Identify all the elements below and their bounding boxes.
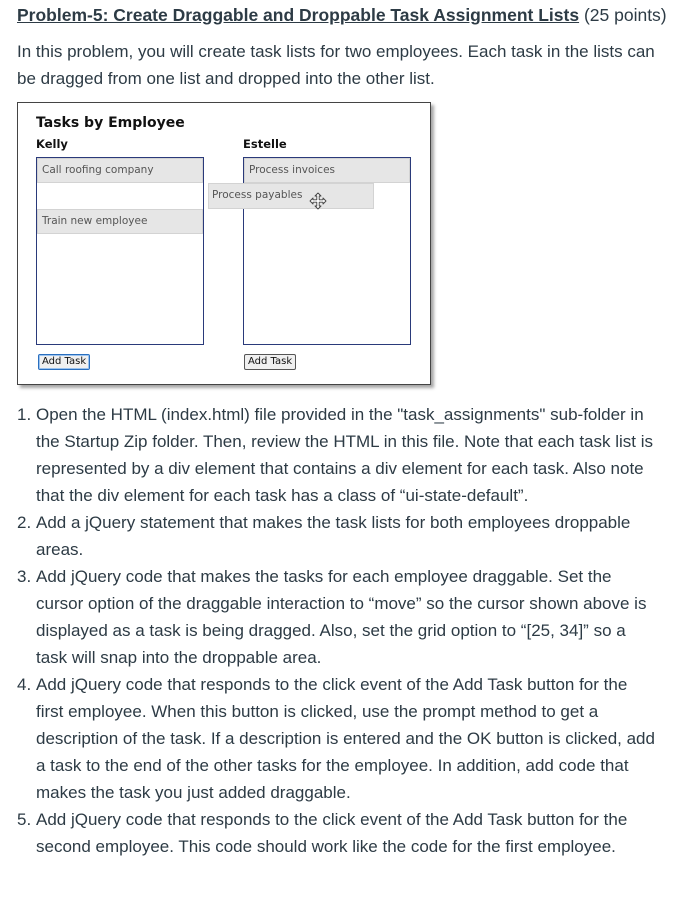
step-item	[17, 509, 657, 563]
step-text: Add jQuery code that makes the tasks for each employee draggable. Set the cursor option of the draggable interaction to “move” so the cursor shown above is displayed as a task is being dragged. Also, set the grid option to “[25, 34]” so a task will snap into the droppable area.	[36, 567, 647, 667]
step-number: 4.	[17, 675, 32, 694]
move-cursor-icon	[309, 192, 327, 210]
step-number: 3.	[17, 567, 32, 586]
dragging-task-item[interactable]: Process payables	[208, 183, 374, 209]
employee-name-estelle: Estelle	[243, 137, 287, 151]
problem-points: (25 points)	[583, 5, 667, 25]
task-list-kelly[interactable]	[36, 157, 204, 345]
intro-paragraph: In this problem, you will create task lists for two employees. Each task in the lists can be dragged from one list and dropped into the other list.	[17, 42, 655, 88]
task-item[interactable]: Train new employee	[37, 209, 203, 234]
step-number: 5.	[17, 810, 32, 829]
problem-title: Problem-5: Create Draggable and Droppable Task Assignment Lists	[17, 5, 580, 25]
instruction-steps	[17, 401, 657, 860]
figure-title: Tasks by Employee	[36, 115, 185, 131]
step-item	[17, 401, 657, 509]
employee-name-kelly: Kelly	[36, 137, 68, 151]
task-item[interactable]: Process invoices	[244, 158, 410, 183]
step-item	[17, 806, 657, 860]
add-task-button-estelle[interactable]: Add Task	[244, 354, 296, 370]
step-number: 1.	[17, 405, 32, 424]
step-item	[17, 563, 657, 671]
step-text: Add jQuery code that responds to the click event of the Add Task button for the second employee. This code should work like the code for the first employee.	[36, 810, 628, 856]
task-item[interactable]: Call roofing company	[37, 158, 203, 183]
step-item	[17, 671, 657, 806]
step-text: Open the HTML (index.html) file provided in the "task_assignments" sub-folder in the Startup Zip folder. Then, review the HTML in this file. Note that each task list is represented by a div element that contains a div element for each task. Also note that the div element for each task has a class of “ui-state-default”.	[36, 405, 654, 505]
step-number: 2.	[17, 513, 32, 532]
add-task-button-kelly[interactable]: Add Task	[38, 354, 90, 370]
problem-heading	[17, 4, 667, 26]
step-text: Add jQuery code that responds to the click event of the Add Task button for the first employee. When this button is clicked, use the prompt method to get a description of the task. If a description is entered and the OK button is clicked, add a task to the end of the other tasks for the employee. In addition, add code that makes the task you just added draggable.	[36, 675, 655, 802]
task-assignment-screenshot	[17, 102, 431, 385]
step-text: Add a jQuery statement that makes the task lists for both employees droppable areas.	[36, 513, 631, 559]
